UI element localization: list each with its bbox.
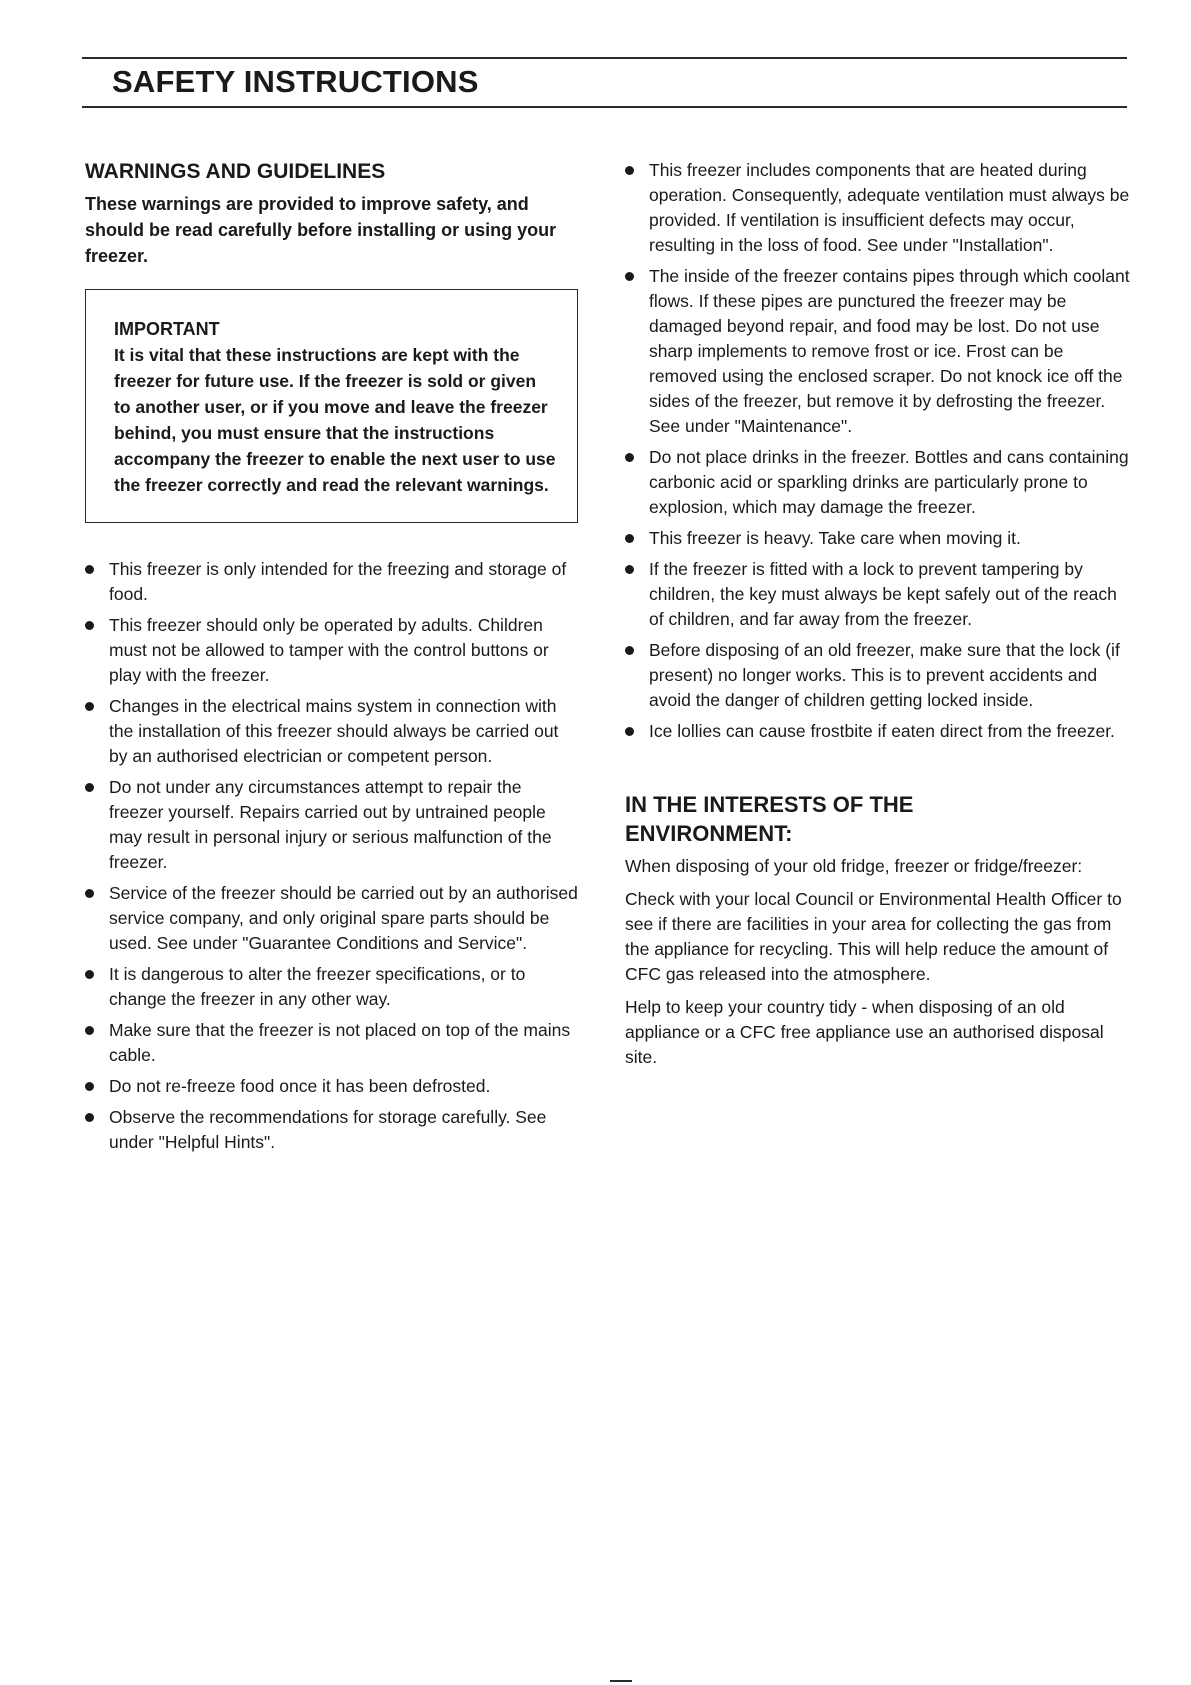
- list-item: [625, 557, 1130, 632]
- bullet-icon: [85, 1026, 94, 1035]
- list-item-text: Make sure that the freezer is not placed on top of the mains cable.: [109, 1020, 571, 1065]
- bullet-icon: [85, 970, 94, 979]
- list-item-text: Observe the recommendations for storage carefully. See under "Helpful Hints".: [109, 1107, 547, 1152]
- list-item-text: This freezer is only intended for the freezing and storage of food.: [109, 559, 567, 604]
- bullet-icon: [625, 272, 634, 281]
- bullet-icon: [625, 453, 634, 462]
- important-text: It is vital that these instructions are kept with the freezer for future use. If the freezer is sold or given to another user, or if you move and leave the freezer behind, you must ensure that the instructions accompany the freezer to enable the next user to use the freezer correctly and read the relevant warnings.: [114, 345, 556, 495]
- bullet-icon: [85, 1113, 94, 1122]
- footer-mark: [610, 1680, 632, 1682]
- bullet-icon: [85, 783, 94, 792]
- list-item: [625, 158, 1130, 258]
- list-item: [625, 445, 1130, 520]
- important-notice-box: [85, 289, 578, 523]
- bullet-icon: [85, 621, 94, 630]
- environment-paragraph: Check with your local Council or Environmental Health Officer to see if there are facilities in your area for collecting the gas from the appliance for recycling. This will help reduce the amount of CFC gas released into the atmosphere.: [625, 889, 1122, 984]
- page-title: SAFETY INSTRUCTIONS: [112, 64, 479, 99]
- bullet-icon: [625, 565, 634, 574]
- bullet-icon: [625, 166, 634, 175]
- list-item-text: This freezer includes components that are heated during operation. Consequently, adequate ventilation must always be provided. If ventilation is insufficient defects may occur, resulting in the loss of food. See under "Installation".: [649, 160, 1130, 255]
- list-item-text: Do not under any circumstances attempt to repair the freezer yourself. Repairs carried out by untrained people may result in personal injury or serious malfunction of the freezer.: [109, 777, 552, 872]
- bullet-icon: [85, 565, 94, 574]
- list-item: [85, 1018, 580, 1068]
- list-item-text: Before disposing of an old freezer, make sure that the lock (if present) no longer works. This is to prevent accidents and avoid the danger of children getting locked inside.: [649, 640, 1120, 710]
- title-underline: [82, 106, 1127, 108]
- section-heading-warnings: WARNINGS AND GUIDELINES: [85, 160, 386, 183]
- important-title: IMPORTANT: [114, 319, 220, 339]
- list-item-text: It is dangerous to alter the freezer specifications, or to change the freezer in any other way.: [109, 964, 526, 1009]
- list-item-text: Service of the freezer should be carried out by an authorised service company, and only original spare parts should be used. See under "Guarantee Conditions and Service".: [109, 883, 578, 953]
- top-rule: [82, 57, 1127, 59]
- bullet-icon: [625, 646, 634, 655]
- list-item: [85, 775, 580, 875]
- environment-paragraph: Help to keep your country tidy - when disposing of an old appliance or a CFC free appliance use an authorised disposal site.: [625, 997, 1104, 1067]
- list-item-text: If the freezer is fitted with a lock to prevent tampering by children, the key must always be kept safely out of the reach of children, and far away from the freezer.: [649, 559, 1117, 629]
- right-column: [625, 158, 1130, 1078]
- list-item: [625, 264, 1130, 439]
- bullet-icon: [625, 727, 634, 736]
- environment-paragraph: When disposing of your old fridge, freezer or fridge/freezer:: [625, 856, 1083, 876]
- list-item-text: Ice lollies can cause frostbite if eaten direct from the freezer.: [649, 721, 1115, 741]
- list-item-text: Do not re-freeze food once it has been defrosted.: [109, 1076, 491, 1096]
- list-item: [85, 1105, 580, 1155]
- left-column: [85, 158, 580, 1161]
- environment-heading-line1: IN THE INTERESTS OF THE: [625, 792, 914, 817]
- list-item: [85, 613, 580, 688]
- bullet-icon: [625, 534, 634, 543]
- environment-heading-line2: ENVIRONMENT:: [625, 821, 793, 846]
- list-item: [625, 638, 1130, 713]
- section-heading-environment: [625, 790, 1130, 848]
- list-item-text: Changes in the electrical mains system in connection with the installation of this freezer should always be carried out by an authorised electrician or competent person.: [109, 696, 559, 766]
- bullet-icon: [85, 702, 94, 711]
- list-item: [85, 962, 580, 1012]
- list-item-text: The inside of the freezer contains pipes through which coolant flows. If these pipes are punctured the freezer may be damaged beyond repair, and food may be lost. Do not use sharp implements to remove frost or ice. Frost can be removed using the enclosed scraper. Do not knock ice off the sides of the freezer, but remove it by defrosting the freezer. See under "Maintenance".: [649, 266, 1130, 436]
- list-item: [625, 719, 1130, 744]
- warnings-list-right: [625, 158, 1130, 744]
- list-item-text: This freezer is heavy. Take care when moving it.: [649, 528, 1021, 548]
- list-item: [85, 557, 580, 607]
- list-item: [85, 1074, 580, 1099]
- list-item-text: Do not place drinks in the freezer. Bottles and cans containing carbonic acid or sparkling drinks are particularly prone to explosion, which may damage the freezer.: [649, 447, 1129, 517]
- list-item: [85, 694, 580, 769]
- list-item: [625, 526, 1130, 551]
- bullet-icon: [85, 1082, 94, 1091]
- warnings-list-left: [85, 557, 580, 1155]
- list-item-text: This freezer should only be operated by adults. Children must not be allowed to tamper with the control buttons or play with the freezer.: [109, 615, 549, 685]
- list-item: [85, 881, 580, 956]
- bullet-icon: [85, 889, 94, 898]
- intro-text: These warnings are provided to improve safety, and should be read carefully before installing or using your freezer.: [85, 194, 557, 266]
